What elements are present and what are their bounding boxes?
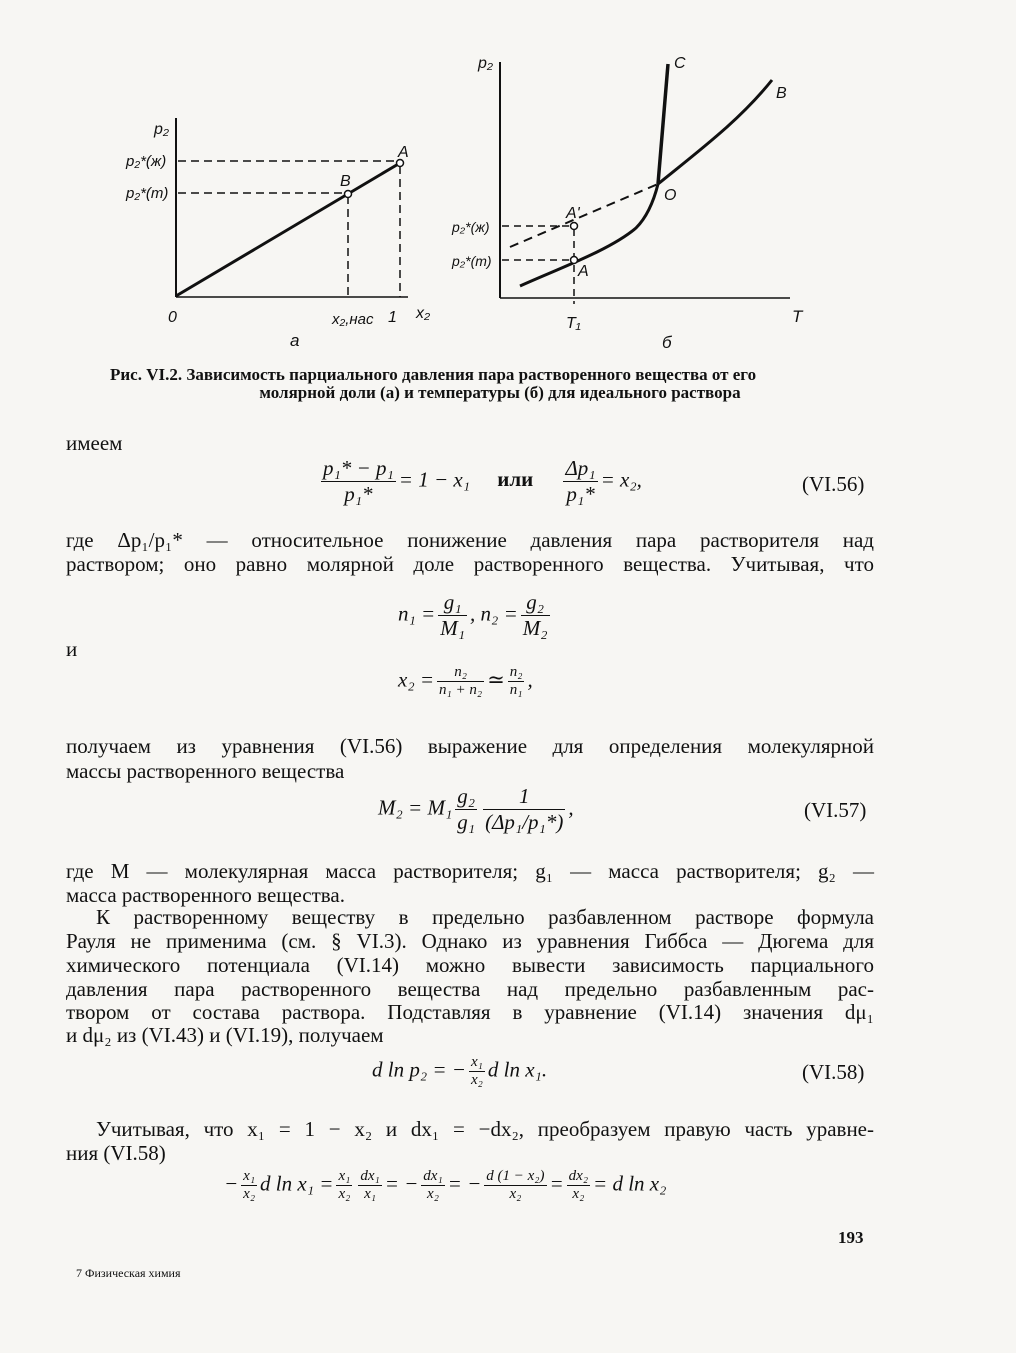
panel-a-tick-pt: p₂*(т): [126, 185, 169, 202]
panel-b-x-t1: T₁: [566, 315, 581, 332]
n1-lhs: n₁ =: [398, 601, 436, 626]
para-5-line-2: ния (VI.58): [66, 1141, 166, 1165]
eq58-lhs: d ln p₂ = −: [372, 1057, 466, 1082]
panel-a-line: [176, 163, 400, 296]
equation-n1-n2: [398, 590, 553, 641]
eq57-number: (VI.57): [804, 798, 867, 822]
panel-b-label-a: A: [578, 263, 589, 280]
caption-line-2: молярной доли (а) и температуры (б) для идеального раствора: [259, 383, 741, 402]
equation-vi-56: [318, 456, 642, 507]
last-t5: = d ln x₂: [593, 1171, 667, 1196]
m2-den2: (Δp₁/p₁*): [485, 810, 564, 834]
figure-vi-2: [0, 0, 1016, 360]
last-d5: x₂: [509, 1186, 522, 1202]
last-d4: x₂: [427, 1186, 439, 1202]
panel-b-y-label: p₂: [478, 55, 493, 72]
eq56-den: p₁*: [344, 482, 373, 506]
panel-b-point-a: [571, 257, 578, 264]
panel-a-x-zero: 0: [168, 309, 177, 326]
m2-end: ,: [568, 795, 574, 820]
eq56-num2: Δp₁: [565, 456, 596, 480]
equation-final: [224, 1168, 666, 1203]
m2-lhs: M₂ = M₁: [378, 795, 453, 820]
eq58-rhs: d ln x₁.: [487, 1057, 548, 1082]
last-t2: = −: [384, 1171, 419, 1196]
panel-b-label: б: [662, 333, 672, 352]
n2-lhs: , n₂ =: [470, 601, 518, 626]
panel-a-tick-pz: p₂*(ж): [126, 153, 167, 170]
footer-signature: 7 Физическая химия: [76, 1266, 181, 1280]
last-t1: d ln x₁ =: [260, 1171, 334, 1196]
last-n5: d (1 − x₂): [486, 1168, 545, 1184]
panel-a-label-a: A: [398, 144, 409, 161]
eq58-den: x₂: [470, 1072, 483, 1088]
para-4-line-3: химического потенциала (VI.14) можно вывести зависимость парциального: [66, 953, 874, 977]
eq56-rhs1: = 1 − x₁: [398, 467, 470, 492]
word-imeem: имеем: [66, 431, 123, 455]
para-4-line-1: К растворенному веществу в предельно разбавленном растворе формула: [96, 905, 874, 929]
panel-b-label-b: B: [776, 85, 787, 102]
last-n3: dx₁: [360, 1168, 380, 1184]
para-4-line-6: и dμ₂ из (VI.43) и (VI.19), получаем: [66, 1023, 384, 1047]
panel-a: [125, 118, 430, 350]
x2-num2: n₂: [509, 664, 523, 680]
panel-b-label-c: C: [674, 55, 686, 72]
panel-b-label-a-prime: A': [566, 205, 580, 222]
eq58-num: x₁: [470, 1054, 483, 1070]
n2-num: g₂: [521, 590, 550, 616]
eq56-num: p₁* − p₁: [323, 456, 394, 480]
panel-a-point-b: [345, 191, 352, 198]
n1-den: M₁: [440, 616, 466, 640]
panel-b: [451, 55, 804, 352]
eq56-rhs2: = x₂,: [600, 467, 642, 492]
panel-a-x-sat: x₂,нас: [332, 311, 374, 328]
para-1-line-2: раствором; оно равно молярной доле растворенного вещества. Учитывая, что: [66, 552, 874, 576]
x2-lhs: x₂ =: [398, 667, 435, 692]
eq56-den2: p₁*: [566, 482, 595, 506]
panel-a-y-label: p₂: [154, 121, 169, 138]
x2-approx: ≃: [487, 667, 505, 692]
m2-num2: 1: [483, 784, 565, 810]
last-d6: x₂: [572, 1186, 585, 1202]
para-3-line-1: где M — молекулярная масса растворителя; g₁ — масса растворителя; g₂ —: [66, 859, 874, 883]
x2-end: ,: [527, 667, 533, 692]
eq58-number: (VI.58): [802, 1060, 865, 1084]
x2-den1: n₁ + n₂: [439, 682, 483, 698]
panel-a-x-label: x₂: [416, 305, 431, 322]
panel-b-curve-ob: [658, 80, 772, 184]
x2-num1: n₂: [437, 664, 484, 682]
n1-num: g₁: [438, 590, 467, 616]
last-t3: = −: [447, 1171, 482, 1196]
page-number: 193: [838, 1228, 864, 1247]
m2-den1: g₁: [457, 810, 476, 834]
panel-b-tick-pz: p₂*(ж): [452, 219, 490, 235]
last-n2: x₁: [338, 1168, 351, 1184]
last-d2: x₂: [338, 1186, 351, 1202]
panel-a-x-one: 1: [388, 309, 397, 326]
eq56-number: (VI.56): [802, 472, 865, 496]
last-d1: x₂: [243, 1186, 256, 1202]
figure-caption: [110, 366, 890, 402]
para-4-line-4: давления пара растворенного вещества над предельно разбавленным рас-: [66, 977, 874, 1001]
eq56-or: или: [497, 467, 534, 492]
panel-b-curve-c: [658, 64, 668, 184]
para-4-line-5: твором от состава раствора. Подставляя в уравнение (VI.14) значения dμ₁: [66, 1000, 874, 1024]
para-2-line-1: получаем из уравнения (VI.56) выражение для определения молекулярной: [66, 734, 874, 758]
para-4-line-2: Рауля не применима (см. § VI.3). Однако из уравнения Гиббса — Дюгема для: [66, 929, 874, 953]
panel-b-x-label: T: [792, 307, 803, 326]
n2-den: M₂: [522, 616, 548, 640]
para-1-line-1: где Δp₁/p₁* — относительное понижение давления пара растворителя над: [66, 528, 874, 552]
equation-vi-57: [378, 784, 574, 835]
caption-line-1: Рис. VI.2. Зависимость парциального давления пара растворенного вещества от его: [110, 365, 757, 384]
panel-b-point-a-prime: [571, 223, 578, 230]
last-n1: x₁: [243, 1168, 256, 1184]
equation-x2: [398, 664, 533, 699]
panel-a-label-b: B: [340, 173, 351, 190]
last-m: −: [224, 1171, 239, 1196]
panel-a-label: а: [290, 331, 300, 350]
last-t4: =: [549, 1171, 564, 1196]
last-n6: dx₂: [568, 1168, 589, 1184]
panel-b-dash-ao: [510, 184, 658, 247]
para-3-line-2: масса растворенного вещества.: [66, 883, 345, 907]
panel-b-label-o: O: [664, 187, 677, 204]
m2-num1: g₂: [457, 784, 476, 808]
last-n4: dx₁: [423, 1168, 443, 1184]
equation-vi-58: [372, 1054, 547, 1089]
para-5-line-1: Учитывая, что x₁ = 1 − x₂ и dx₁ = −dx₂, преобразуем правую часть уравне-: [96, 1117, 874, 1141]
para-2-line-2: массы растворенного вещества: [66, 759, 345, 783]
last-d3: x₁: [364, 1186, 376, 1202]
word-and: и: [66, 637, 78, 661]
panel-b-tick-pt: p₂*(т): [452, 253, 492, 269]
x2-den2: n₁: [509, 682, 523, 698]
